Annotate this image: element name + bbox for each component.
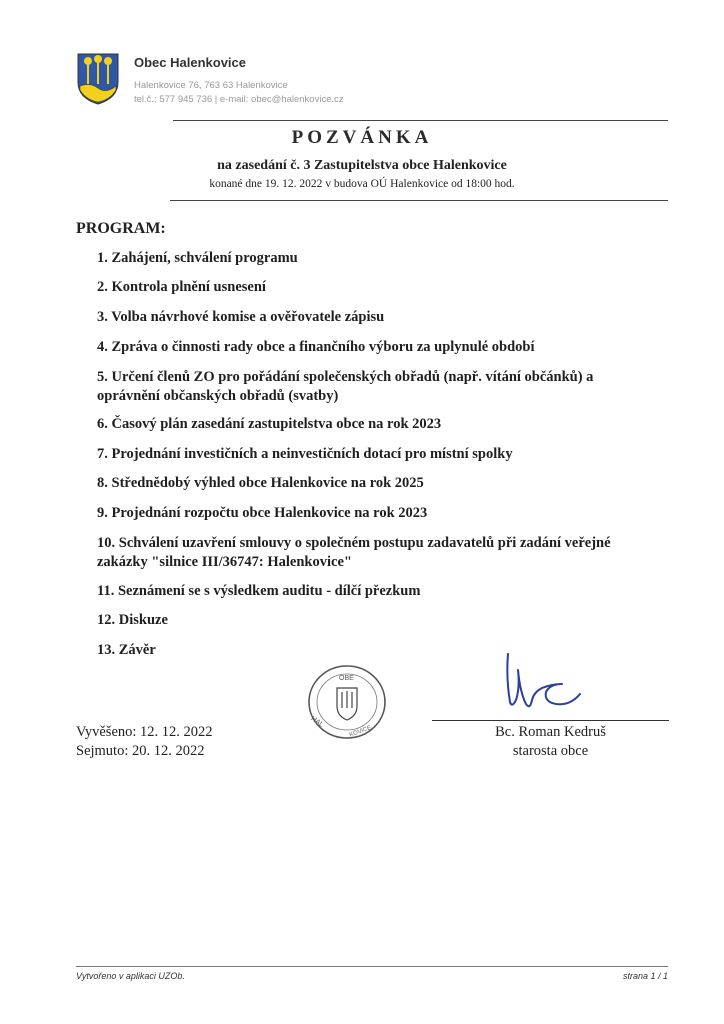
signature-line: [432, 720, 669, 721]
meeting-details: konané dne 19. 12. 2022 v budova OÚ Halenkovice od 18:00 hod.: [209, 178, 515, 190]
program-item: 4. Zpráva o činnosti rady obce a finančního výboru za uplynulé období: [97, 339, 535, 355]
footer-generator: Vytvořeno v aplikaci UZOb.: [76, 971, 185, 981]
footer-divider: [76, 966, 668, 967]
organization-address: Halenkovice 76, 763 63 Halenkovice: [134, 80, 288, 91]
program-item: 9. Projednání rozpočtu obce Halenkovice na rok 2023: [97, 505, 428, 521]
removed-date: Sejmuto: 20. 12. 2022: [76, 743, 205, 759]
signer-name: Bc. Roman Kedruš: [495, 724, 606, 740]
program-item: 12. Diskuze: [97, 612, 168, 628]
program-item: 3. Volba návrhové komise a ověřovatele zápisu: [97, 309, 385, 325]
program-item: 11. Seznámení se s výsledkem auditu - dílčí přezkum: [97, 583, 421, 599]
program-item: 13. Závěr: [97, 642, 156, 658]
program-item: 2. Kontrola plnění usnesení: [97, 279, 266, 295]
program-item: 5. Určení členů ZO pro pořádání společenských obřadů (např. vítání občánků) a oprávnění občanských obřadů (svatby): [97, 369, 594, 404]
stamp-text: HAL: [309, 715, 325, 729]
program-heading: PROGRAM:: [76, 220, 166, 237]
divider: [173, 120, 668, 121]
program-item: 6. Časový plán zasedání zastupitelstva obce na rok 2023: [97, 416, 442, 432]
signer-role: starosta obce: [512, 743, 589, 759]
document-subtitle: na zasedání č. 3 Zastupitelstva obce Halenkovice: [217, 158, 507, 173]
official-stamp-icon: [305, 662, 389, 742]
coat-of-arms-icon: [76, 52, 120, 106]
stamp-text: OBE: [339, 675, 354, 682]
divider: [170, 200, 668, 201]
organization-name: Obec Halenkovice: [134, 55, 246, 70]
stamp-text: KOVICE: [348, 725, 373, 739]
program-item: 7. Projednání investičních a neinvestičních dotací pro místní spolky: [97, 446, 513, 462]
document-title: POZVÁNKA: [291, 127, 433, 148]
program-item: 1. Zahájení, schválení programu: [97, 250, 298, 266]
posted-date: Vyvěšeno: 12. 12. 2022: [76, 724, 213, 740]
organization-contact: tel.č.: 577 945 736 | e-mail: obec@halenkovice.cz: [134, 94, 344, 105]
page-number: strana 1 / 1: [622, 971, 668, 981]
signature-icon: [490, 648, 590, 714]
program-item: 10. Schválení uzavření smlouvy o společném postupu zadavatelů při zadání veřejné zakázky "silnice III/36747: Halenkovice": [97, 535, 611, 570]
program-item: 8. Střednědobý výhled obce Halenkovice na rok 2025: [97, 475, 424, 491]
